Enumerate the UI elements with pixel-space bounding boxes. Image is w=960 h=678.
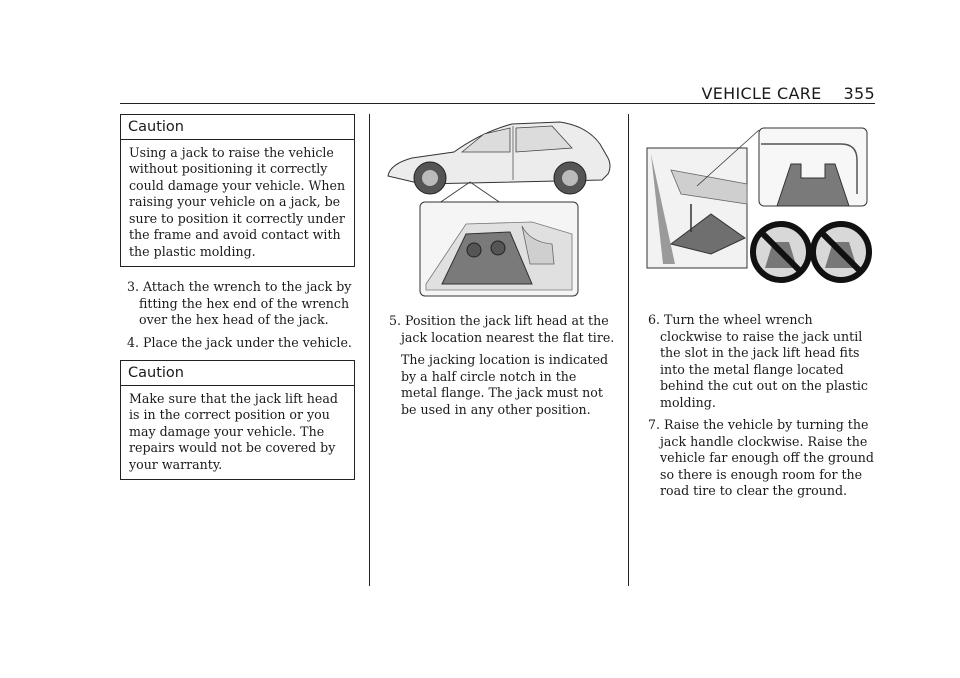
caution-title: Caution xyxy=(121,361,354,386)
step-4: 4. Place the jack under the vehicle. xyxy=(127,334,352,350)
page-header xyxy=(600,84,875,103)
page-number: 355 xyxy=(843,84,875,103)
incorrect-position-icon-2 xyxy=(813,224,869,280)
caution-box-2 xyxy=(120,360,355,480)
jack-lift-head-illustration xyxy=(641,114,875,292)
caution-body: Make sure that the jack lift head is in the correct position or you may damage your vehicle. The repairs would not be covered by your warranty. xyxy=(129,390,338,472)
column-1 xyxy=(120,114,355,480)
car-jack-illustration xyxy=(382,114,616,299)
step-5-note: The jacking location is indicated by a half circle notch in the metal flange. The jack must not be used in any other position. xyxy=(401,352,609,417)
caution-box-1 xyxy=(120,114,355,267)
incorrect-position-icon-1 xyxy=(753,224,809,280)
column-3 xyxy=(641,114,875,500)
column-divider-2 xyxy=(628,114,629,586)
car-window-front xyxy=(462,128,510,152)
section-title: VEHICLE CARE xyxy=(701,84,822,103)
step-3: 3. Attach the wrench to the jack by fitting the hex end of the wrench over the hex head of the jack. xyxy=(127,279,352,327)
jack-bolt-left xyxy=(467,243,481,257)
step-5: 5. Position the jack lift head at the jack location nearest the flat tire. xyxy=(389,313,615,345)
header-rule xyxy=(120,103,875,104)
caution-body: Using a jack to raise the vehicle without positioning it correctly could damage your vehicle. When raising your vehicle on a jack, be sure to position it correctly under the frame and avoid contact with the plastic molding. xyxy=(129,144,346,259)
caution-title: Caution xyxy=(121,115,354,140)
column-2 xyxy=(382,114,616,418)
column-divider-1 xyxy=(369,114,370,586)
rear-hub xyxy=(562,170,578,186)
step-6: 6. Turn the wheel wrench clockwise to raise the jack until the slot in the jack lift head fits into the metal flange located behind the cut out on the plastic molding. xyxy=(648,312,868,410)
step-7: 7. Raise the vehicle by turning the jack handle clockwise. Raise the vehicle far enough off the ground so there is enough room for the road tire to clear the ground. xyxy=(648,417,874,498)
front-hub xyxy=(422,170,438,186)
jack-bolt-right xyxy=(491,241,505,255)
